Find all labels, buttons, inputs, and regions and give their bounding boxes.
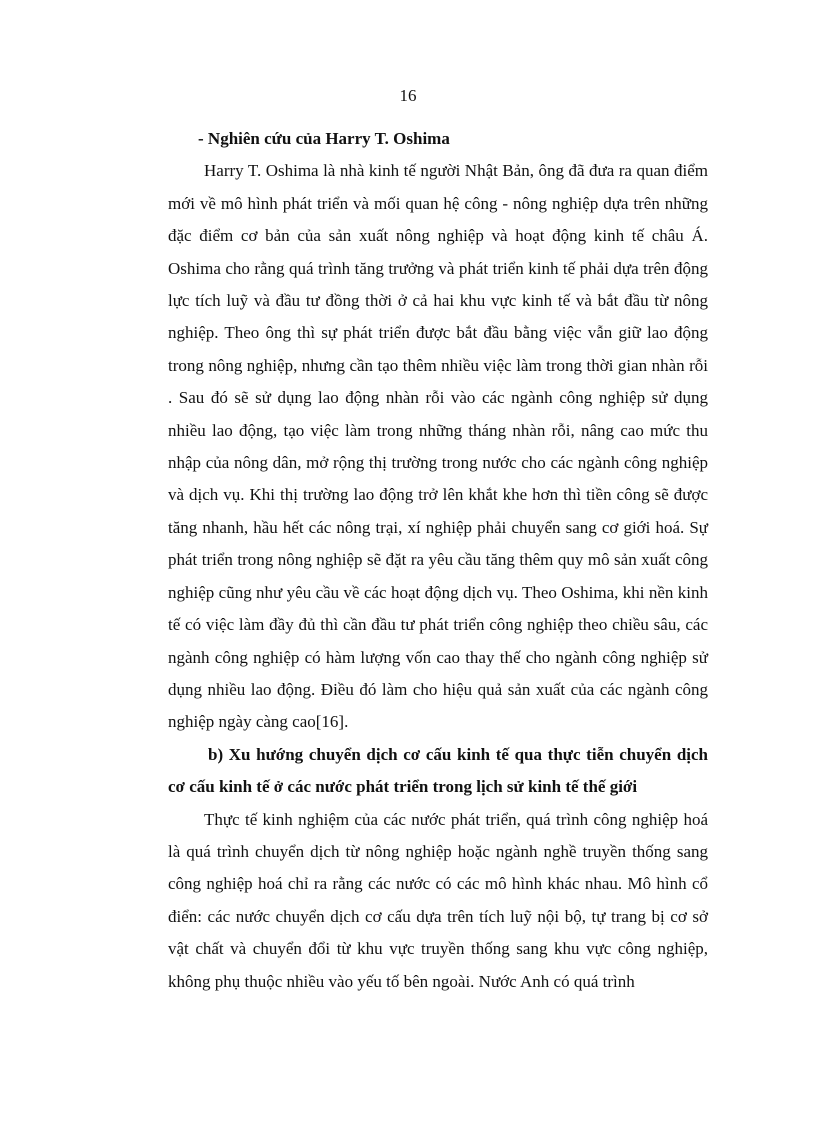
section-heading-oshima: - Nghiên cứu của Harry T. Oshima (198, 129, 450, 148)
paragraph-trend: Thực tế kinh nghiệm của các nước phát triển, quá trình công nghiệp hoá là quá trình chuyển dịch từ nông nghiệp hoặc ngành nghề truyền thống sang công nghiệp hoá chỉ ra rằng các nước có các mô hình khác nhau. Mô hình cổ điển: các nước chuyển dịch cơ cấu dựa trên tích luỹ nội bộ, tự trang bị cơ sở vật chất và chuyển đổi từ khu vực truyền thống sang khu vực công nghiệp, không phụ thuộc nhiều vào yếu tố bên ngoài. Nước Anh có quá trình (168, 809, 708, 991)
paragraph-oshima: Harry T. Oshima là nhà kinh tế người Nhật Bản, ông đã đưa ra quan điểm mới về mô hình phát triển và mối quan hệ công - nông nghiệp dựa trên những đặc điểm cơ bản của sản xuất nông nghiệp và hoạt động kinh tế châu Á. Oshima cho rằng quá trình tăng trưởng và phát triển kinh tế phải dựa trên động lực tích luỹ và đầu tư đồng thời ở cả hai khu vực kinh tế và bắt đầu từ nông nghiệp. Theo ông thì sự phát triển được bắt đầu bằng việc vẫn giữ lao động trong nông nghiệp, nhưng cần tạo thêm nhiều việc làm trong thời gian nhàn rỗi . Sau đó sẽ sử dụng lao động nhàn rỗi vào các ngành công nghiệp sử dụng nhiều lao động, tạo việc làm trong những tháng nhàn rỗi, nâng cao mức thu nhập của nông dân, mở rộng thị trường trong nước cho các ngành công nghiệp và dịch vụ. Khi thị trường lao động trở lên khắt khe hơn thì tiền công sẽ được tăng nhanh, hầu hết các nông trại, xí nghiệp phải chuyển sang cơ giới hoá. Sự phát triển trong nông nghiệp sẽ đặt ra yêu cầu tăng thêm quy mô sản xuất công nghiệp cũng như yêu cầu về các hoạt động dịch vụ. Theo Oshima, khi nền kinh tế có việc làm đầy đủ thì cần đầu tư phát triển công nghiệp theo chiều sâu, các ngành công nghiệp có hàm lượng vốn cao thay thế cho ngành công nghiệp sử dụng nhiều lao động. Điều đó làm cho hiệu quả sản xuất của các ngành công nghiệp ngày càng cao[16]. (168, 161, 708, 732)
section-heading-trend: b) Xu hướng chuyển dịch cơ cấu kinh tế qua thực tiễn chuyển dịch cơ cấu kinh tế ở các nước phát triển trong lịch sử kinh tế thế giới (168, 744, 708, 797)
page-number: 16 (399, 86, 417, 105)
page-body (168, 123, 708, 998)
